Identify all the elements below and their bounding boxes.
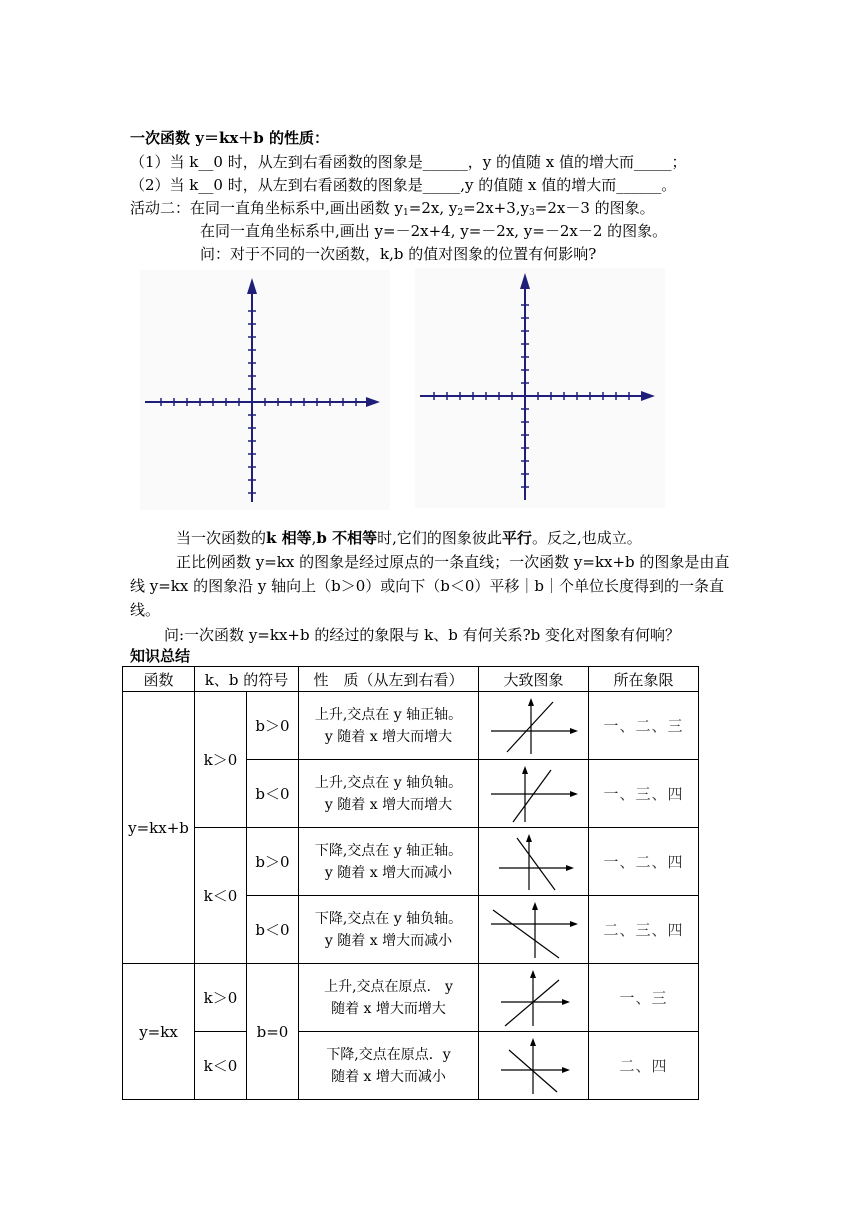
cell-property — [299, 896, 479, 964]
cell-k-pos: k＞0 — [195, 692, 247, 828]
question-one: 问：对于不同的一次函数，k,b 的值对图象的位置有何影响? — [200, 245, 597, 263]
graph-falling-negative-icon — [489, 900, 579, 960]
graph-rising-positive-icon — [489, 696, 579, 756]
text: 当一次函数的 — [176, 529, 267, 547]
subscript: 1 — [403, 208, 409, 218]
activity-text: =2x+3,y — [463, 199, 530, 217]
cell-property — [299, 692, 479, 760]
activity-text: =2x, y — [408, 199, 458, 217]
property-line: y 随着 x 增大而减小 — [324, 864, 453, 881]
section-heading: 一次函数 y＝kx＋b 的性质： — [130, 129, 329, 147]
cell-func-proportional: y=kx — [123, 964, 195, 1100]
cell-quadrant: 一、三、四 — [589, 760, 699, 828]
property-line: 下降,交点在原点．y — [326, 1046, 451, 1063]
property-line: 随着 x 增大而减小 — [331, 1068, 446, 1085]
activity-label: 活动二： — [130, 199, 191, 217]
axes-right-icon — [415, 268, 665, 508]
property-line-1: （1）当 k__0 时，从左到右看函数的图象是______，y 的值随 x 值的增大而_____； — [130, 153, 687, 171]
cell-b-neg: b＜0 — [247, 760, 299, 828]
property-line: y 随着 x 增大而增大 — [324, 728, 453, 745]
cell-graph — [479, 828, 589, 896]
cell-b-zero: b=0 — [247, 964, 299, 1100]
cell-b-pos: b＞0 — [247, 828, 299, 896]
property-line: 随着 x 增大而增大 — [331, 1000, 446, 1017]
table-header-row — [123, 667, 699, 692]
table-row — [123, 828, 699, 896]
graph-rising-negative-icon — [489, 764, 579, 824]
coordinate-plane-left — [140, 270, 390, 510]
knowledge-summary-table — [122, 666, 699, 1100]
text: 。反之,也成立。 — [531, 529, 642, 547]
cell-graph — [479, 964, 589, 1032]
cell-property — [299, 760, 479, 828]
bold-parallel: 平行 — [501, 529, 532, 547]
cell-property — [299, 964, 479, 1032]
property-line: 下降,交点在 y 轴负轴。 — [314, 910, 463, 927]
graph-falling-positive-icon — [489, 832, 579, 892]
cell-property — [299, 828, 479, 896]
cell-graph — [479, 760, 589, 828]
table-row — [123, 964, 699, 1032]
cell-graph — [479, 1032, 589, 1100]
cell-b-pos: b＞0 — [247, 692, 299, 760]
bold-k-equal: k 相等 — [266, 529, 312, 547]
cell-quadrant: 二、四 — [589, 1032, 699, 1100]
proportional-paragraph: 正比例函数 y=kx 的图象是经过原点的一条直线；一次函数 y=kx+b 的图象是由直线 y=kx 的图象沿 y 轴向上（b＞0）或向下（b＜0）平移｜b｜个单位长度得到的一条直线。 — [130, 553, 730, 619]
graph-origin-falling-icon — [489, 1036, 579, 1096]
cell-k-pos: k＞0 — [195, 964, 247, 1032]
subscript: 2 — [457, 208, 464, 218]
header-signs: k、b 的符号 — [195, 667, 299, 692]
header-graph: 大致图象 — [479, 667, 589, 692]
bold-b-different: b 不相等 — [316, 529, 378, 547]
activity-two-line-2: 在同一直角坐标系中,画出 y=－2x+4, y=－2x, y=－2x－2 的图象。 — [200, 222, 668, 240]
cell-property — [299, 1032, 479, 1100]
cell-quadrant: 一、二、三 — [589, 692, 699, 760]
question-two: 问:一次函数 y=kx+b 的经过的象限与 k、b 有何关系?b 变化对图象有何响？ — [164, 626, 680, 644]
text: 时,它们的图象彼此 — [377, 529, 502, 547]
activity-text: =2x－3 的图象。 — [534, 199, 655, 217]
graph-origin-rising-icon — [489, 968, 579, 1028]
property-line: y 随着 x 增大而增大 — [324, 796, 453, 813]
parallel-statement — [176, 527, 642, 549]
cell-k-neg: k＜0 — [195, 828, 247, 964]
activity-two-line-1 — [130, 198, 655, 223]
cell-quadrant: 一、三 — [589, 964, 699, 1032]
header-function: 函数 — [123, 667, 195, 692]
property-line: 上升,交点在原点. y — [324, 978, 453, 995]
text: , — [311, 529, 317, 547]
header-property: 性 质（从左到右看） — [299, 667, 479, 692]
cell-b-neg: b＜0 — [247, 896, 299, 964]
property-line: 上升,交点在 y 轴负轴。 — [314, 774, 463, 791]
cell-func-general: y=kx+b — [123, 692, 195, 964]
subscript: 3 — [529, 208, 535, 218]
property-line: y 随着 x 增大而减小 — [324, 932, 453, 949]
header-quadrant: 所在象限 — [589, 667, 699, 692]
table-row — [123, 1032, 699, 1100]
activity-text: 在同一直角坐标系中,画出函数 y — [190, 199, 404, 217]
cell-graph — [479, 692, 589, 760]
property-line-2: （2）当 k__0 时，从左到右看函数的图象是_____,y 的值随 x 值的增大而______。 — [130, 176, 677, 194]
property-line: 上升,交点在 y 轴正轴。 — [314, 706, 463, 723]
table-row — [123, 692, 699, 760]
coordinate-plane-right — [415, 268, 665, 508]
property-line: 下降,交点在 y 轴正轴。 — [314, 842, 463, 859]
axes-left-icon — [140, 270, 390, 510]
cell-quadrant: 一、二、四 — [589, 828, 699, 896]
cell-graph — [479, 896, 589, 964]
cell-k-neg: k＜0 — [195, 1032, 247, 1100]
summary-title: 知识总结 — [130, 647, 191, 665]
cell-quadrant: 二、三、四 — [589, 896, 699, 964]
